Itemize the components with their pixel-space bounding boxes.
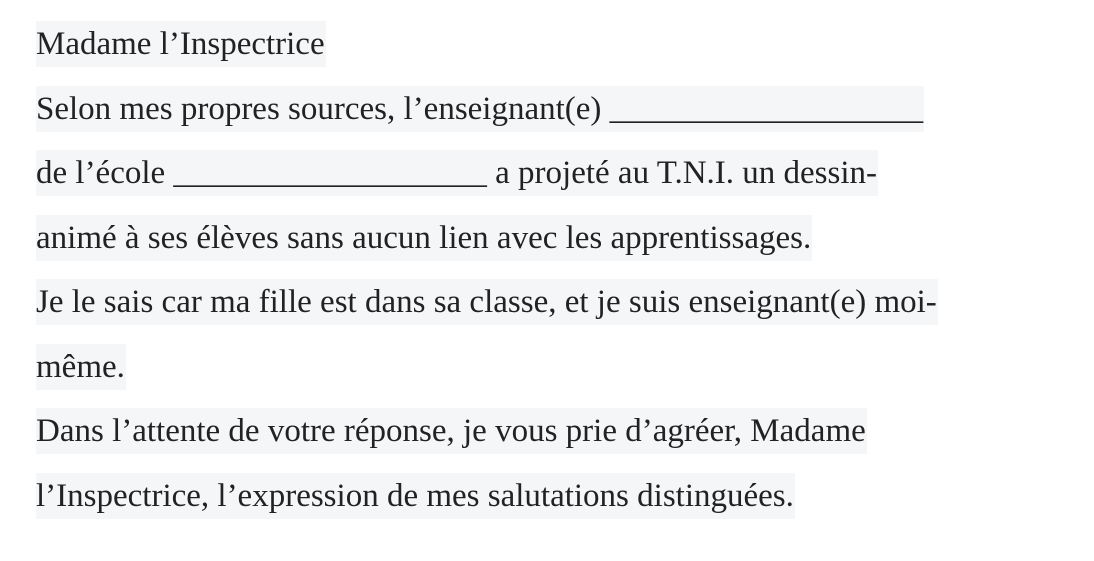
paragraph-line [36, 215, 1076, 280]
paragraph-text: de l’école ___________________ a projeté au T.N.I. un dessin- [36, 150, 878, 196]
closing-line [36, 408, 1076, 473]
letter-body [36, 21, 1076, 537]
closing-text: l’Inspectrice, l’expression de mes salutations distinguées. [36, 473, 795, 519]
salutation-text: Madame l’Inspectrice [36, 21, 326, 67]
paragraph-text: même. [36, 344, 126, 390]
paragraph-line [36, 279, 1076, 344]
paragraph-text: Selon mes propres sources, l’enseignant(e) ___________________ [36, 86, 924, 132]
paragraph-text: Je le sais car ma fille est dans sa classe, et je suis enseignant(e) moi- [36, 279, 938, 325]
closing-line [36, 473, 1076, 538]
paragraph-line [36, 344, 1076, 409]
paragraph-line [36, 86, 1076, 151]
closing-text: Dans l’attente de votre réponse, je vous prie d’agréer, Madame [36, 408, 867, 454]
paragraph-line [36, 150, 1076, 215]
salutation-line [36, 21, 1076, 86]
paragraph-text: animé à ses élèves sans aucun lien avec les apprentissages. [36, 215, 812, 261]
